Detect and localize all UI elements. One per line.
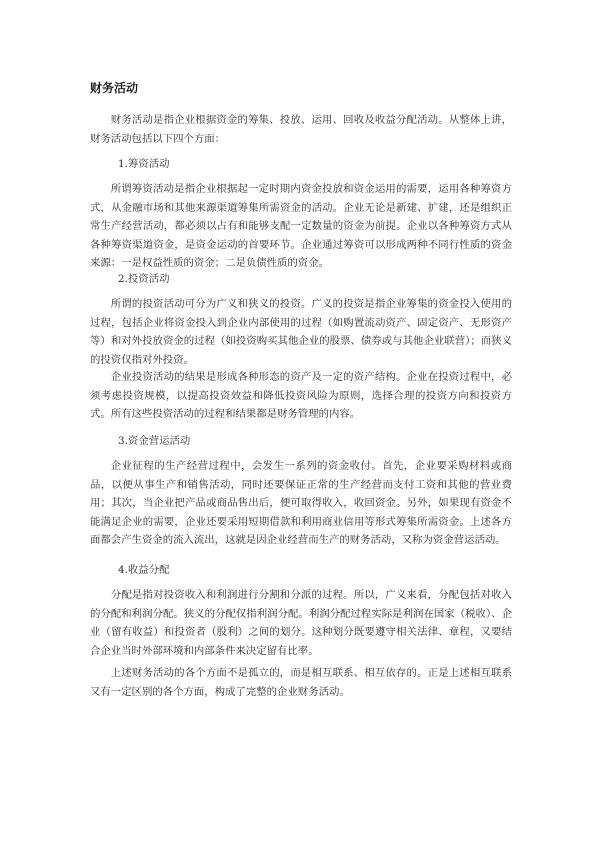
investment-paragraph-2: 企业投资活动的结果是形成各种形态的资产及一定的资产结构。企业在投资过程中，必须考虑投资规模，以提高投资效益和降低投资风险为原则，选择合理的投资方向和投资方式。所有这些投资活动的过程和结果都是财务管理的内容。 bbox=[90, 371, 512, 421]
summary-paragraph: 上述财务活动的各个方面不是孤立的，而是相互联系、相互依存的。正是上述相互联系又有一定区别的各个方面，构成了完整的企业财务活动。 bbox=[90, 667, 512, 698]
section-heading-distribution: 4.收益分配 bbox=[118, 564, 170, 576]
page-title: 财务活动 bbox=[90, 81, 139, 95]
intro-paragraph: 财务活动是指企业根据资金的筹集、投放、运用、回收及收益分配活动。从整体上讲，财务活动包括以下四个方面： bbox=[90, 114, 512, 145]
distribution-paragraph: 分配是指对投资收入和利润进行分割和分派的过程。所以，广义来看，分配包括对收入的分配和利润分配。狭义的分配仅指利润分配。利润分配过程实际是利润在国家（税收）、企业（留有收益）和投资者（股利）之间的划分。这种划分既要遵守相关法律、章程，又要结合企业当时外部环境和内部条件来决定留有比率。 bbox=[90, 589, 512, 657]
section-heading-operations: 3.资金营运活动 bbox=[118, 435, 191, 447]
financing-paragraph: 所谓筹资活动是指企业根据起一定时期内资金投放和资金运用的需要，运用各种筹资方式，从金融市场和其他来源渠道筹集所需资金的活动。企业无论是新建、扩建，还是组织正常生产经营活动，都必须以占有和能够支配一定数量的资金为前提。企业以各种筹资方式从各种筹资渠道资金，是资金运动的首要环节。企业通过筹资可以形成两种不同行性质的资金来源：一是权益性质的资金；二是负债性质的资金。 bbox=[90, 183, 512, 270]
section-heading-financing: 1.筹资活动 bbox=[118, 158, 170, 170]
section-heading-investment: 2.投资活动 bbox=[118, 273, 170, 285]
investment-paragraph-1: 所谓的投资活动可分为广义和狭义的投资。广义的投资是指企业筹集的资金投入使用的过程，包括企业将资金投入到企业内部使用的过程（如购置流动资产、固定资产、无形资产等）和对外投放资金的过程（如投资购买其他企业的股票、债券或与其他企业联营）；而狭义的投资仅指对外投资。 bbox=[90, 298, 512, 366]
operations-paragraph: 企业征程的生产经营过程中，会发生一系列的资金收付。首先，企业要采购材料或商品，以便从事生产和销售活动，同时还要保证正常的生产经营而支付工资和其他的营业费用；其次，当企业把产品或商品售出后，便可取得收入，收回资金。另外，如果现有资金不能满足企业的需要，企业还要采用短期借款和利用商业信用等形式筹集所需资金。上述各方面都会产生资金的流入流出，这就是因企业经营而生产的财务活动，又称为资金营运活动。 bbox=[90, 460, 512, 547]
